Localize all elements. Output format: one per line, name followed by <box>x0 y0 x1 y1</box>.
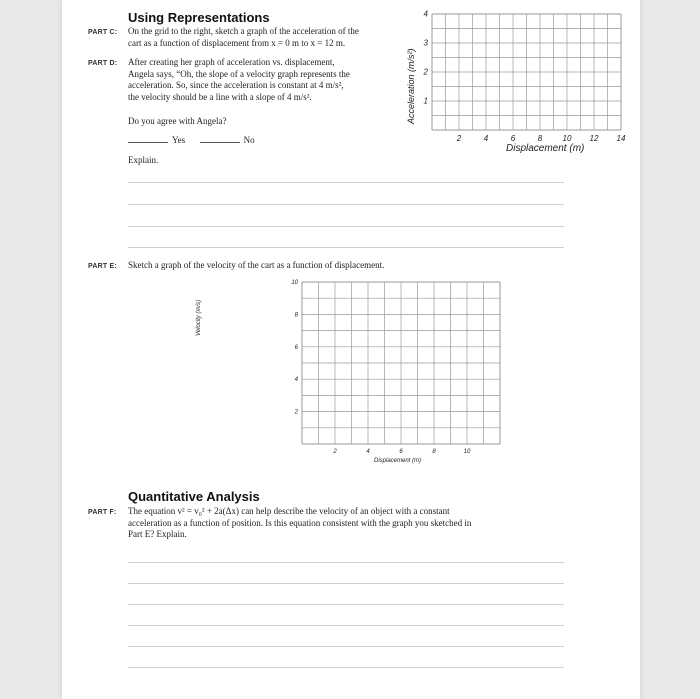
displacement-axis-title-bottom: Displacement (m) <box>374 458 422 464</box>
answer-line[interactable] <box>128 226 564 227</box>
answer-line[interactable] <box>128 247 564 248</box>
x-tick-label: 2 <box>333 449 337 455</box>
y-tick-label: 4 <box>294 377 298 384</box>
part-d-label: PART D: <box>88 60 118 67</box>
answer-line[interactable] <box>128 625 564 626</box>
worksheet-page <box>62 0 640 699</box>
x-tick-label: 4 <box>483 134 489 143</box>
part-d-line: acceleration. So, since the acceleration is constant at 4 m/s², <box>128 80 344 90</box>
answer-line[interactable] <box>128 604 564 605</box>
y-tick-label: 3 <box>423 38 428 48</box>
displacement-axis-title-top: Displacement (m) <box>506 143 585 154</box>
y-tick-label: 8 <box>294 312 298 319</box>
no-blank[interactable] <box>200 142 240 143</box>
x-tick-label: 8 <box>537 134 543 143</box>
x-tick-label: 12 <box>589 134 599 143</box>
part-c-line: On the grid to the right, sketch a graph of the acceleration of the <box>128 26 359 36</box>
x-tick-label: 2 <box>456 134 462 143</box>
part-d-explain-label: Explain. <box>128 155 159 165</box>
part-c-label: PART C: <box>88 29 118 36</box>
velocity-axis-title: Velocity (m/s) <box>196 299 202 336</box>
acceleration-grid[interactable] <box>422 9 632 164</box>
part-c-line: cart as a function of displacement from x = 0 m to x = 12 m. <box>128 37 346 48</box>
part-c-text <box>128 26 359 49</box>
part-f-line: Part E? Explain. <box>128 529 187 539</box>
y-tick-label: 6 <box>294 344 298 351</box>
part-d-line: After creating her graph of acceleration vs. displacement, <box>128 57 335 67</box>
section-heading-quantitative: Quantitative Analysis <box>128 489 260 504</box>
velocity-grid[interactable] <box>202 276 472 476</box>
part-d-line: Angela says, “Oh, the slope of a velocity graph represents the <box>128 68 350 79</box>
part-e-label: PART E: <box>88 263 117 270</box>
y-tick-label: 2 <box>423 67 428 77</box>
answer-line[interactable] <box>128 562 564 563</box>
section-heading-representations: Using Representations <box>128 10 270 25</box>
agree-options <box>128 135 255 147</box>
answer-line[interactable] <box>128 667 564 668</box>
x-tick-label: 6 <box>399 449 403 455</box>
no-label: No <box>243 135 255 145</box>
y-tick-label: 1 <box>423 96 428 106</box>
x-tick-label: 8 <box>432 449 436 455</box>
part-f-label: PART F: <box>88 509 117 516</box>
x-tick-label: 10 <box>463 449 471 455</box>
x-tick-label: 6 <box>510 134 516 143</box>
answer-line[interactable] <box>128 204 564 205</box>
part-d-question: Do you agree with Angela? <box>128 116 227 126</box>
acceleration-axis-title: Acceleration (m/s²) <box>406 48 416 124</box>
part-f-text <box>128 506 471 541</box>
y-tick-label: 10 <box>291 280 298 286</box>
y-tick-label: 2 <box>294 409 298 416</box>
answer-line[interactable] <box>128 646 564 647</box>
yes-blank[interactable] <box>128 142 168 143</box>
x-tick-label: 4 <box>366 449 370 455</box>
answer-line[interactable] <box>128 182 564 183</box>
part-e-text: Sketch a graph of the velocity of the cart as a function of displacement. <box>128 260 385 270</box>
x-tick-label: 14 <box>616 134 626 143</box>
part-d-text <box>128 57 350 103</box>
velocity-graph <box>196 276 472 476</box>
yes-label: Yes <box>172 135 186 145</box>
answer-line[interactable] <box>128 583 564 584</box>
y-tick-label: 4 <box>423 9 428 19</box>
part-f-line: The equation v² = v₀² + 2a(Δx) can help describe the velocity of an object with a constant <box>128 506 450 516</box>
part-d-line: the velocity should be a line with a slope of 4 m/s². <box>128 91 312 102</box>
part-f-line: acceleration as a function of position. Is this equation consistent with the graph you sketched in <box>128 517 472 528</box>
acceleration-graph <box>406 9 632 164</box>
x-tick-label: 10 <box>562 134 572 143</box>
